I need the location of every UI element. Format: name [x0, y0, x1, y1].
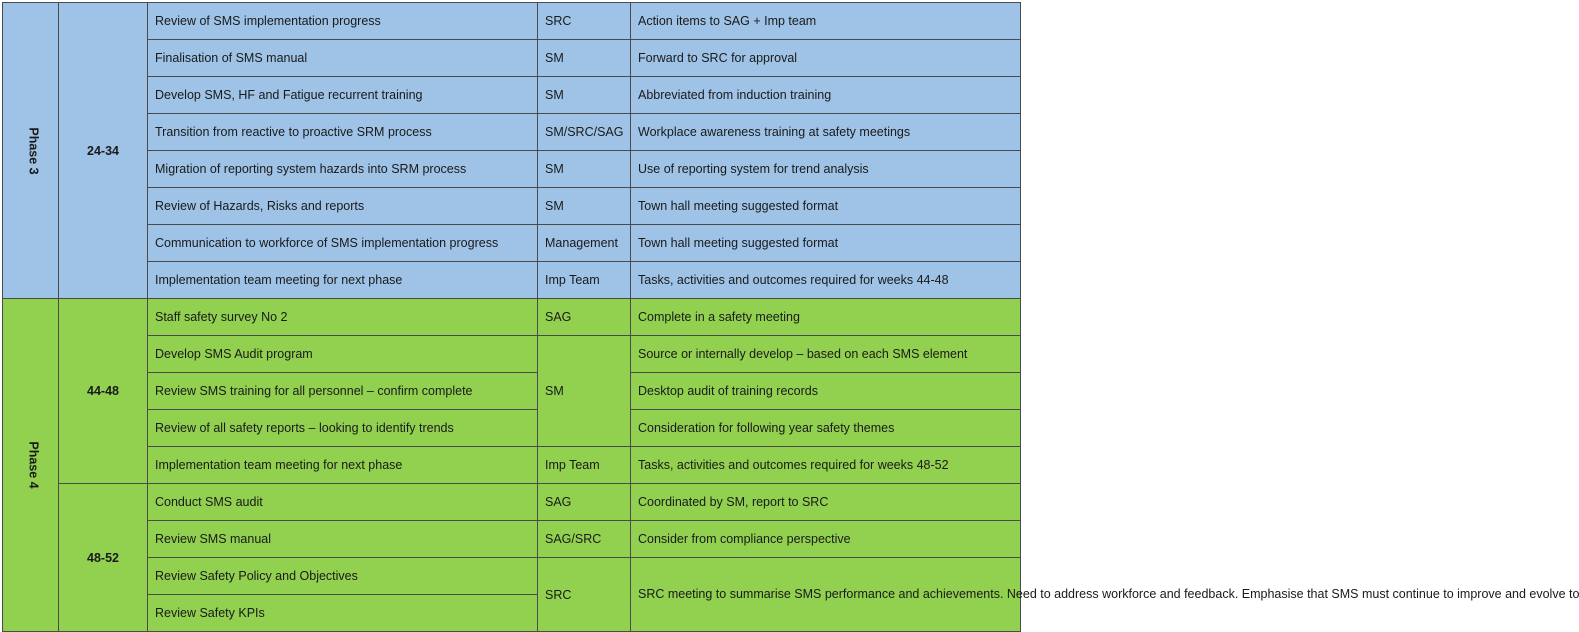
table-row	[3, 262, 1021, 299]
phase-label-text: Phase 3	[26, 126, 41, 175]
table-row	[3, 151, 1021, 188]
notes-cell: Town hall meeting suggested format	[631, 188, 1021, 225]
owner-cell: SM/SRC/SAG	[538, 114, 631, 151]
activity-cell: Migration of reporting system hazards into SRM process	[148, 151, 538, 188]
activity-cell: Conduct SMS audit	[148, 484, 538, 521]
table-row	[3, 373, 1021, 410]
owner-cell: SM	[538, 188, 631, 225]
table-row	[3, 299, 1021, 336]
activity-cell: Review Safety KPIs	[148, 595, 538, 632]
owner-cell: SRC	[538, 558, 631, 632]
owner-cell: SAG	[538, 299, 631, 336]
notes-cell: Action items to SAG + Imp team	[631, 3, 1021, 40]
notes-cell: Consideration for following year safety themes	[631, 410, 1021, 447]
table-row	[3, 188, 1021, 225]
owner-cell: Imp Team	[538, 262, 631, 299]
activity-cell: Review of SMS implementation progress	[148, 3, 538, 40]
activity-cell: Staff safety survey No 2	[148, 299, 538, 336]
weeks-label: 44-48	[59, 299, 148, 484]
activity-cell: Review SMS manual	[148, 521, 538, 558]
notes-cell: Complete in a safety meeting	[631, 299, 1021, 336]
table-row	[3, 336, 1021, 373]
activity-cell: Review of all safety reports – looking to identify trends	[148, 410, 538, 447]
activity-cell: Implementation team meeting for next phase	[148, 447, 538, 484]
owner-cell: Management	[538, 225, 631, 262]
notes-cell: SRC meeting to summarise SMS performance and achievements. Need to address workforce and feedback. Emphasise that SMS must continue to improve and evolve to	[631, 558, 1021, 632]
notes-cell: Coordinated by SM, report to SRC	[631, 484, 1021, 521]
activity-cell: Develop SMS, HF and Fatigue recurrent training	[148, 77, 538, 114]
notes-cell: Workplace awareness training at safety meetings	[631, 114, 1021, 151]
owner-cell: Imp Team	[538, 447, 631, 484]
weeks-label: 48-52	[59, 484, 148, 632]
owner-cell: SM	[538, 77, 631, 114]
notes-cell: Consider from compliance perspective	[631, 521, 1021, 558]
owner-cell: SAG/SRC	[538, 521, 631, 558]
table-row	[3, 40, 1021, 77]
notes-cell: Forward to SRC for approval	[631, 40, 1021, 77]
activity-cell: Review Safety Policy and Objectives	[148, 558, 538, 595]
notes-cell: Abbreviated from induction training	[631, 77, 1021, 114]
implementation-plan-table	[2, 2, 1579, 632]
owner-cell: SM	[538, 40, 631, 77]
weeks-label: 24-34	[59, 3, 148, 299]
phase-label	[3, 3, 59, 299]
owner-cell: SM	[538, 151, 631, 188]
activity-cell: Review of Hazards, Risks and reports	[148, 188, 538, 225]
table-row	[3, 77, 1021, 114]
owner-cell: SM	[538, 336, 631, 447]
table-row	[3, 410, 1021, 447]
owner-cell: SAG	[538, 484, 631, 521]
notes-cell: Use of reporting system for trend analysis	[631, 151, 1021, 188]
notes-cell: Tasks, activities and outcomes required for weeks 48-52	[631, 447, 1021, 484]
table-row	[3, 521, 1021, 558]
table-row	[3, 225, 1021, 262]
table-row	[3, 484, 1021, 521]
table-row	[3, 114, 1021, 151]
table-row	[3, 558, 1021, 595]
phase-label-text: Phase 4	[26, 441, 41, 489]
activity-cell: Finalisation of SMS manual	[148, 40, 538, 77]
notes-cell: Town hall meeting suggested format	[631, 225, 1021, 262]
activity-cell: Review SMS training for all personnel – confirm complete	[148, 373, 538, 410]
owner-cell: SRC	[538, 3, 631, 40]
activity-cell: Implementation team meeting for next phase	[148, 262, 538, 299]
activity-cell: Develop SMS Audit program	[148, 336, 538, 373]
table-row	[3, 3, 1021, 40]
table-row	[3, 447, 1021, 484]
notes-cell: Desktop audit of training records	[631, 373, 1021, 410]
notes-cell: Source or internally develop – based on each SMS element	[631, 336, 1021, 373]
activity-cell: Communication to workforce of SMS implementation progress	[148, 225, 538, 262]
activity-cell: Transition from reactive to proactive SRM process	[148, 114, 538, 151]
phase-label	[3, 299, 59, 632]
notes-cell: Tasks, activities and outcomes required for weeks 44-48	[631, 262, 1021, 299]
